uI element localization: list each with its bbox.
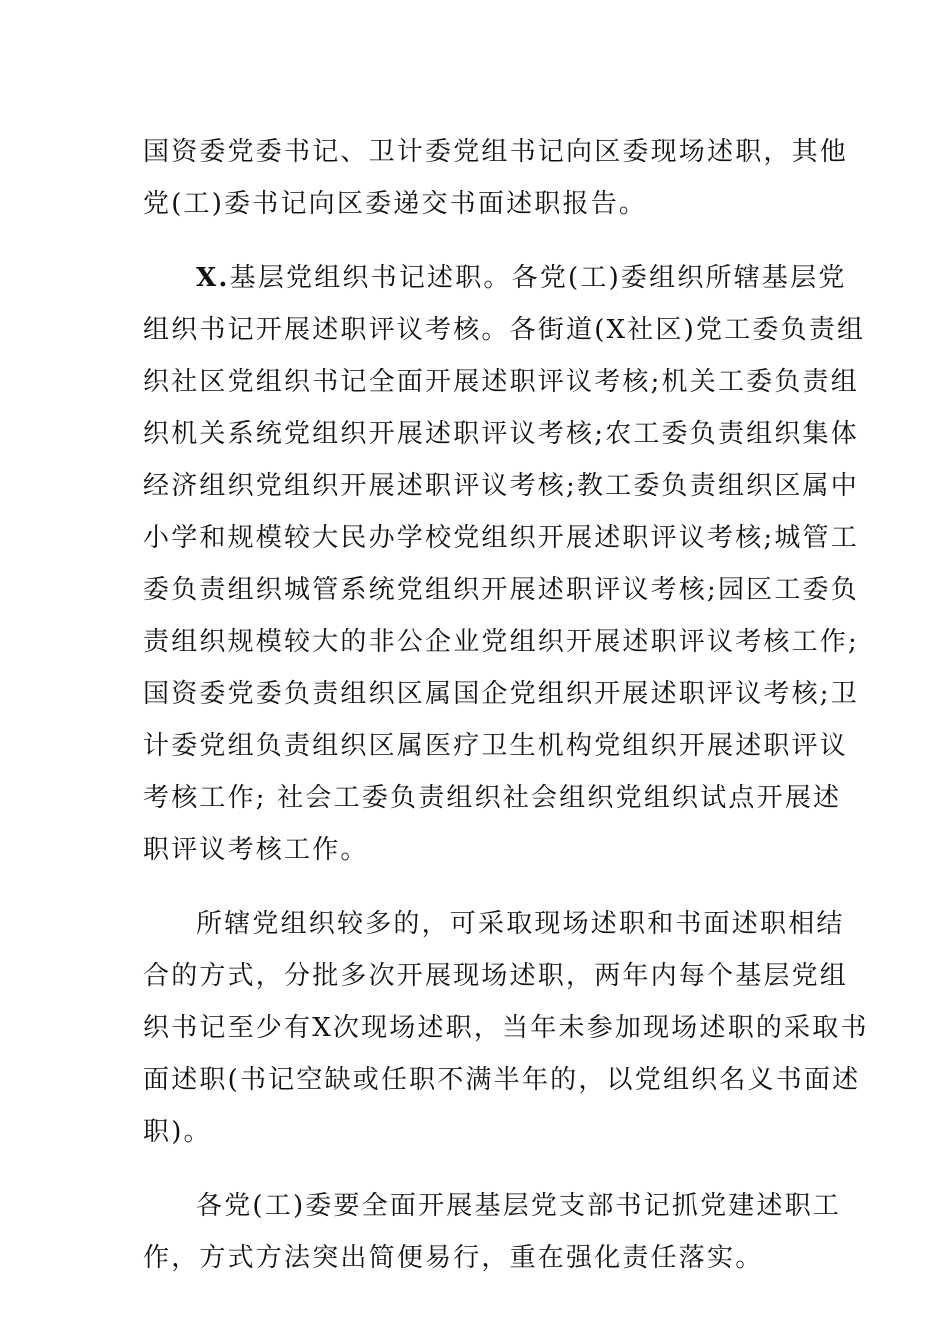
document-body bbox=[143, 126, 869, 1284]
text-line: 面述职(书记空缺或任职不满半年的，以党组织名义书面述 bbox=[143, 1065, 861, 1095]
text-line: 经济组织党组织开展述职评议考核;教工委负责组织区属中 bbox=[143, 471, 859, 501]
text-line: 织机关系统党组织开展述职评议考核;农工委负责组织集体 bbox=[143, 419, 859, 449]
text-line: 织社区党组织书记全面开展述职评议考核;机关工委负责组 bbox=[143, 367, 859, 397]
text-line: 织书记至少有X次现场述职，当年未参加现场述职的采取书 bbox=[143, 1013, 869, 1043]
text-line: 国资委党委书记、卫计委党组书记向区委现场述职，其他 bbox=[143, 137, 849, 167]
text-line: 考核工作; 社会工委负责组织社会组织党组织试点开展述 bbox=[143, 783, 842, 813]
text-line: 合的方式，分批多次开展现场述职，两年内每个基层党组 bbox=[143, 961, 849, 991]
section-number: X. bbox=[196, 263, 230, 293]
text-line: 职评议考核工作。 bbox=[143, 835, 369, 865]
text-line-first: 所辖党组织较多的，可采取现场述职和书面述职相结 bbox=[196, 909, 845, 939]
text-line: 责组织规模较大的非公企业党组织开展述职评议考核工作; bbox=[143, 627, 859, 657]
text-line-first bbox=[143, 252, 847, 304]
text-line: 组织书记开展述职评议考核。各街道(X社区)党工委负责组 bbox=[143, 315, 866, 345]
text-line: 国资委党委负责组织区属国企党组织开展述职评议考核;卫 bbox=[143, 679, 859, 709]
text-line: 计委党组负责组织区属医疗卫生机构党组织开展述职评议 bbox=[143, 731, 849, 761]
paragraph-4 bbox=[143, 1180, 842, 1284]
paragraph-1 bbox=[143, 126, 849, 230]
text-line-first: 各党(工)委要全面开展基层党支部书记抓党建述职工 bbox=[196, 1191, 842, 1221]
paragraph-3 bbox=[143, 898, 869, 1158]
paragraph-2 bbox=[143, 252, 866, 876]
text-line: 党(工)委书记向区委递交书面述职报告。 bbox=[143, 189, 648, 219]
text-line: 委负责组织城管系统党组织开展述职评议考核;园区工委负 bbox=[143, 575, 859, 605]
text-line: 小学和规模较大民办学校党组织开展述职评议考核;城管工 bbox=[143, 523, 859, 553]
text-line: 作，方式方法突出简便易行，重在强化责任落实。 bbox=[143, 1243, 764, 1273]
text-line: 职)。 bbox=[143, 1117, 212, 1147]
text-line-content: 基层党组织书记述职。各党(工)委组织所辖基层党 bbox=[229, 263, 847, 293]
